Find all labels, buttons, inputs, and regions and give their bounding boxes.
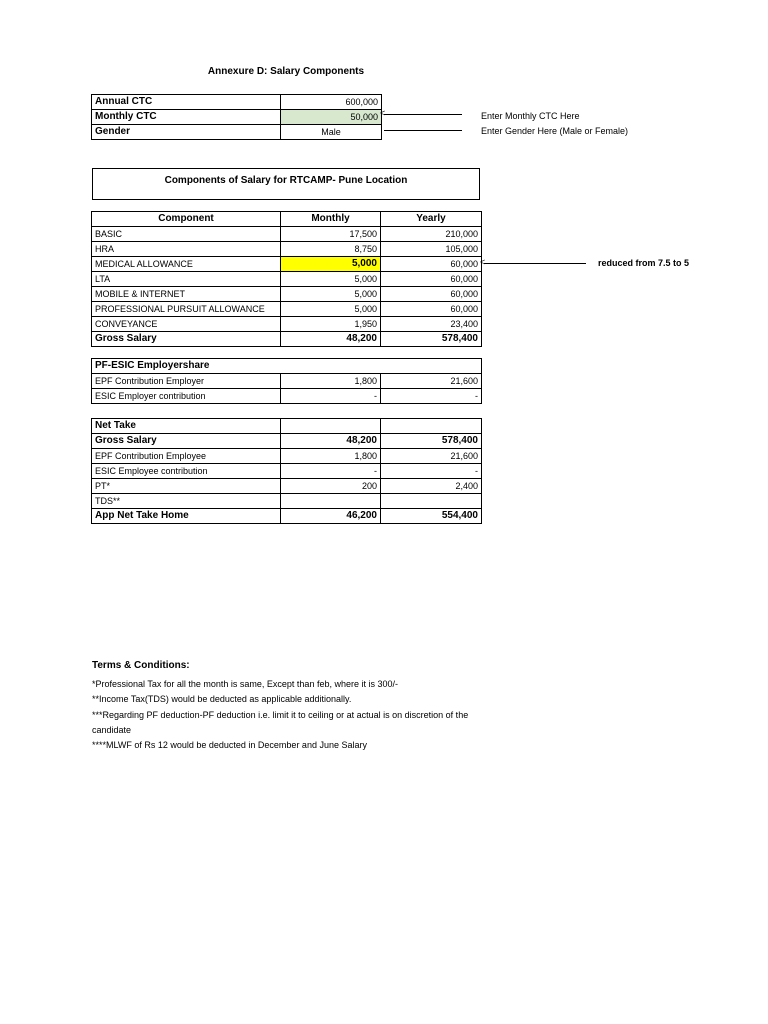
gender-arrow [384, 130, 462, 131]
table-row [92, 242, 482, 257]
yearly-value: - [381, 389, 482, 404]
monthly-value: 5,000 [281, 287, 381, 302]
yearly-value: 554,400 [381, 509, 482, 524]
yearly-value: 2,400 [381, 479, 482, 494]
table-header-row [92, 212, 482, 227]
terms-line: ***Regarding PF deduction-PF deduction i.e. limit it to ceiling or at actual is on discretion of the [92, 710, 469, 720]
medical-allowance-annotation: reduced from 7.5 to 5 [598, 258, 690, 268]
pf-section-title: PF-ESIC Employershare [92, 359, 482, 374]
empty-cell [381, 419, 482, 434]
ctc-label: Gender [92, 125, 281, 140]
component-name: LTA [92, 272, 281, 287]
net-take-table [91, 418, 482, 524]
monthly-ctc-note: Enter Monthly CTC Here [481, 111, 580, 121]
medical-allowance-highlighted-cell[interactable]: 5,000 [281, 257, 381, 272]
monthly-value: 17,500 [281, 227, 381, 242]
monthly-ctc-input-cell[interactable]: 50,000 [281, 110, 382, 125]
component-name: CONVEYANCE [92, 317, 281, 332]
yearly-value: 21,600 [381, 374, 482, 389]
monthly-value: - [281, 389, 381, 404]
table-row [92, 389, 482, 404]
arrow-head-icon: < [480, 257, 486, 267]
arrow-head-icon: < [380, 108, 386, 118]
column-header: Yearly [381, 212, 482, 227]
column-header: Monthly [281, 212, 381, 227]
yearly-value: 60,000 [381, 302, 482, 317]
terms-title: Terms & Conditions: [92, 660, 190, 671]
monthly-value: 48,200 [281, 332, 381, 347]
yearly-value: 21,600 [381, 449, 482, 464]
ctc-row-annual [92, 95, 382, 110]
ctc-row-monthly [92, 110, 382, 125]
table-row [92, 464, 482, 479]
medical-allowance-arrow [484, 263, 586, 264]
document-title: Annexure D: Salary Components [207, 66, 365, 77]
monthly-value: 5,000 [281, 272, 381, 287]
component-name: Gross Salary [92, 332, 281, 347]
table-row [92, 287, 482, 302]
yearly-value: 105,000 [381, 242, 482, 257]
pf-title-row [92, 359, 482, 374]
table-row [92, 257, 482, 272]
net-take-home-row [92, 509, 482, 524]
monthly-value: 48,200 [281, 434, 381, 449]
component-name: MEDICAL ALLOWANCE [92, 257, 281, 272]
table-row [92, 317, 482, 332]
table-row [92, 374, 482, 389]
monthly-value: 200 [281, 479, 381, 494]
yearly-value: - [381, 464, 482, 479]
pf-esic-table [91, 358, 482, 404]
table-row [92, 449, 482, 464]
terms-line: **Income Tax(TDS) would be deducted as applicable additionally. [92, 694, 352, 704]
component-name: HRA [92, 242, 281, 257]
table-row [92, 227, 482, 242]
component-name: BASIC [92, 227, 281, 242]
ctc-label: Annual CTC [92, 95, 281, 110]
yearly-value: 60,000 [381, 287, 482, 302]
component-name: TDS** [92, 494, 281, 509]
monthly-value: 1,800 [281, 374, 381, 389]
table-row [92, 479, 482, 494]
component-name: PT* [92, 479, 281, 494]
annual-ctc-cell[interactable]: 600,000 [281, 95, 382, 110]
column-header: Component [92, 212, 281, 227]
yearly-value: 23,400 [381, 317, 482, 332]
monthly-value [281, 494, 381, 509]
terms-line: ****MLWF of Rs 12 would be deducted in December and June Salary [92, 740, 367, 750]
components-title: Components of Salary for RTCAMP- Pune Location [92, 168, 480, 200]
monthly-value: 5,000 [281, 302, 381, 317]
table-row [92, 272, 482, 287]
component-name: App Net Take Home [92, 509, 281, 524]
monthly-value: 1,800 [281, 449, 381, 464]
yearly-value: 578,400 [381, 434, 482, 449]
component-name: Gross Salary [92, 434, 281, 449]
gender-note: Enter Gender Here (Male or Female) [481, 126, 629, 136]
monthly-value: 1,950 [281, 317, 381, 332]
table-row [92, 302, 482, 317]
yearly-value: 60,000 [381, 257, 482, 272]
terms-line: candidate [92, 725, 132, 735]
component-name: ESIC Employer contribution [92, 389, 281, 404]
monthly-value: - [281, 464, 381, 479]
terms-line: *Professional Tax for all the month is same, Except than feb, where it is 300/- [92, 679, 398, 689]
yearly-value: 578,400 [381, 332, 482, 347]
component-name: EPF Contribution Employer [92, 374, 281, 389]
ctc-label: Monthly CTC [92, 110, 281, 125]
component-name: ESIC Employee contribution [92, 464, 281, 479]
ctc-row-gender [92, 125, 382, 140]
gender-input-cell[interactable]: Male [281, 125, 382, 140]
empty-cell [281, 419, 381, 434]
component-name: EPF Contribution Employee [92, 449, 281, 464]
gross-salary-row [92, 332, 482, 347]
yearly-value [381, 494, 482, 509]
monthly-ctc-arrow [384, 114, 462, 115]
net-section-title: Net Take [92, 419, 281, 434]
ctc-table [91, 94, 382, 140]
net-title-row [92, 419, 482, 434]
yearly-value: 210,000 [381, 227, 482, 242]
monthly-value: 8,750 [281, 242, 381, 257]
table-row [92, 494, 482, 509]
component-name: PROFESSIONAL PURSUIT ALLOWANCE [92, 302, 281, 317]
yearly-value: 60,000 [381, 272, 482, 287]
components-table [91, 211, 482, 347]
monthly-value: 46,200 [281, 509, 381, 524]
table-row [92, 434, 482, 449]
component-name: MOBILE & INTERNET [92, 287, 281, 302]
